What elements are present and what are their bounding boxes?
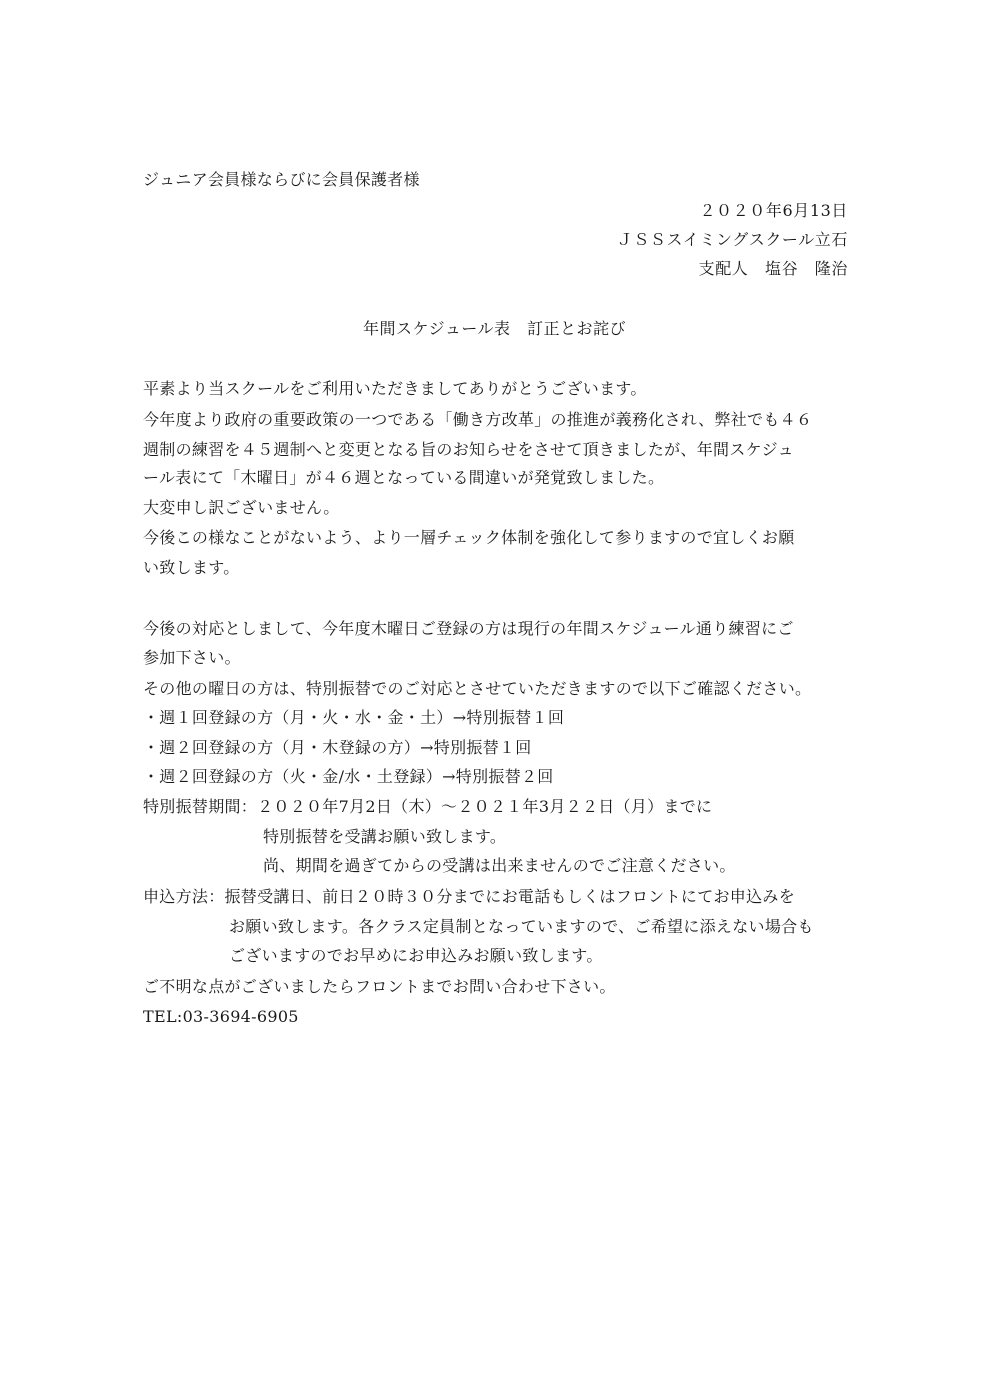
- body-line: ール表にて「木曜日」が４６週となっている間違いが発覚致しました。: [143, 468, 665, 487]
- document-title: 年間スケジュール表 訂正とお詫び: [362, 319, 627, 338]
- body-line: 大変申し訳ございません。: [143, 498, 340, 517]
- list-item: ・週２回登録の方（月・木登録の方）→特別振替１回: [143, 738, 532, 757]
- application-method-note: ございますのでお早めにお申込みお願い致します。: [229, 946, 603, 965]
- application-method-note: お願い致します。各クラス定員制となっていますので、ご希望に添えない場合も: [229, 917, 814, 936]
- body-line: い致します。: [143, 558, 240, 577]
- list-item: ・週２回登録の方（火・金/水・土登録）→特別振替２回: [143, 767, 554, 786]
- transfer-period: 特別振替期間：２０２０年7月2日（木）～２０２１年3月２２日（月）までに: [143, 797, 713, 816]
- body-line: 週制の練習を４５週制へと変更となる旨のお知らせをさせて頂きましたが、年間スケジュ: [143, 440, 794, 459]
- application-method: 申込方法：振替受講日、前日２０時３０分までにお電話もしくはフロントにてお申込みを: [143, 887, 796, 906]
- body-line: 平素より当スクールをご利用いただきましてありがとうございます。: [143, 379, 647, 398]
- response-line: その他の曜日の方は、特別振替でのご対応とさせていただきますので以下ご確認ください。: [143, 679, 812, 698]
- body-line: 今年度より政府の重要政策の一つである「働き方改革」の推進が義務化され、弊社でも４６: [143, 410, 813, 429]
- organization-name: ＪＳＳスイミングスクール立石: [616, 230, 848, 249]
- response-line: 参加下さい。: [143, 648, 241, 667]
- closing-text: ご不明な点がございましたらフロントまでお問い合わせ下さい。: [143, 977, 616, 996]
- transfer-period-note: 特別振替を受講お願い致します。: [263, 827, 507, 846]
- telephone-number: TEL:03-3694-6905: [143, 1007, 299, 1026]
- list-item: ・週１回登録の方（月・火・水・金・土）→特別振替１回: [143, 708, 565, 727]
- response-line: 今後の対応としまして、今年度木曜日ご登録の方は現行の年間スケジュール通り練習にご: [143, 619, 794, 638]
- signatory: 支配人 塩谷 隆治: [698, 259, 848, 278]
- addressee: ジュニア会員様ならびに会員保護者様: [143, 170, 420, 189]
- transfer-period-note: 尚、期間を過ぎてからの受講は出来ませんのでご注意ください。: [263, 856, 736, 875]
- body-line: 今後この様なことがないよう、より一層チェック体制を強化して参りますので宜しくお願: [143, 528, 795, 547]
- date: ２０２０年6月13日: [699, 201, 848, 220]
